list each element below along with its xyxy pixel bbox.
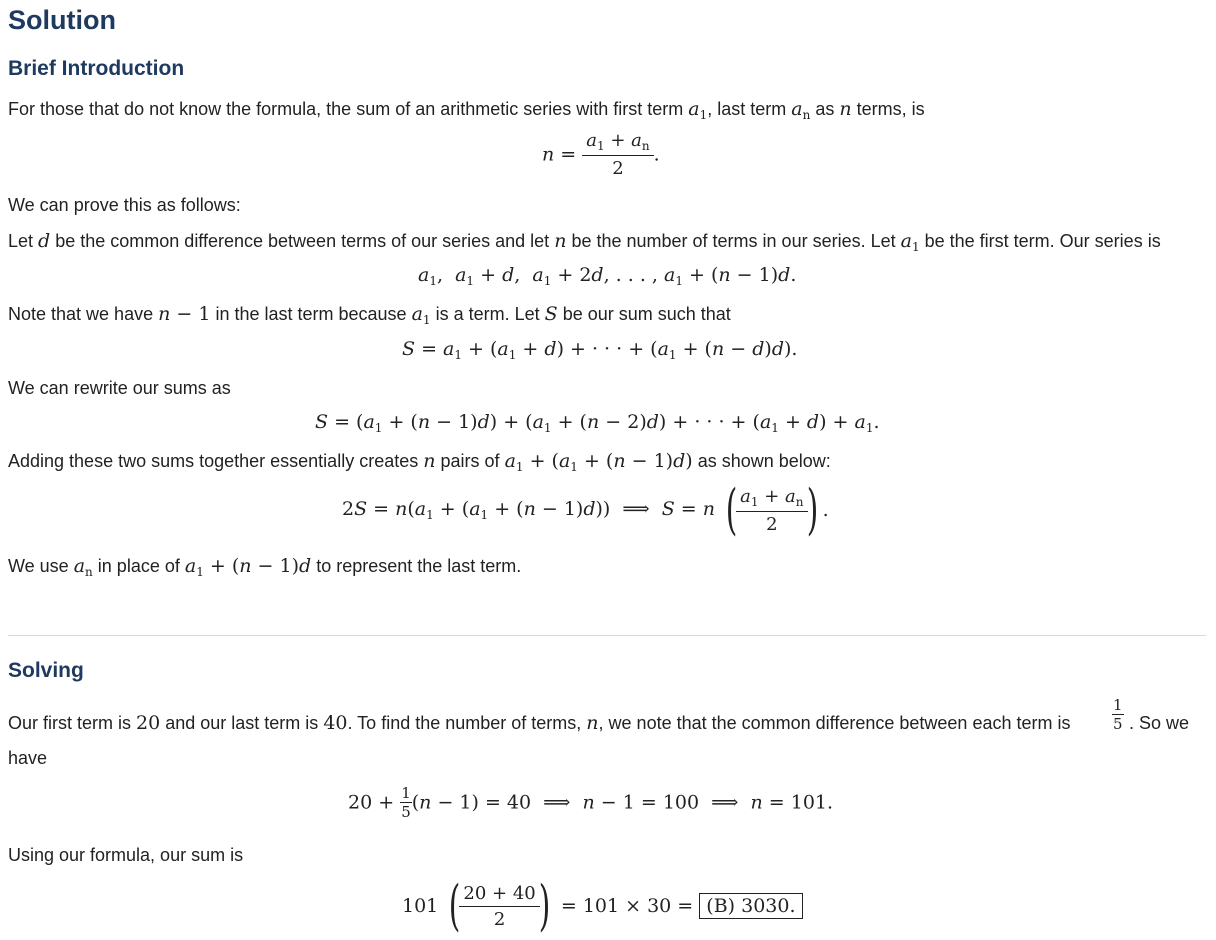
formula-display-2s: $2S = n(a_1 + (a_1 + (n - 1)d))$ ⟹ S = n ( $\frac{a_1 + a_n}{2}$ ) . bbox=[342, 478, 829, 541]
solving-paragraph-so-we: . So we bbox=[1129, 713, 1190, 733]
intro-paragraph-let-d: Let d be the common difference between terms of our series and let n be the number of terms in our series. Let $a_1$ be the first term. Our series is bbox=[8, 230, 1161, 254]
intro-paragraph-prove: We can prove this as follows: bbox=[8, 195, 241, 215]
formula-display-final: 101 ( $\frac{20 + 40}{2}$ ) = 101 × 30 = (B) 3030. bbox=[402, 879, 803, 933]
solving-paragraph-have: have bbox=[8, 748, 48, 768]
intro-paragraph-formula: For those that do not know the formula, the sum of an arithmetic series with first term $a_1$, last term $a_n$ as n terms, is bbox=[8, 98, 925, 122]
answer-box: (B) 3030. bbox=[699, 893, 802, 919]
intro-paragraph-adding: Adding these two sums together essentially creates n pairs of $a_1 + (a_1 + (n - 1)d)$ as shown below: bbox=[8, 450, 831, 474]
solving-paragraph-terms: Our first term is 20 and our last term is 40. To find the number of terms, n, we note that the common difference between each term is bbox=[8, 712, 1071, 734]
section-heading-solving: Solving bbox=[8, 659, 84, 682]
solving-paragraph-formula: Using our formula, our sum is bbox=[8, 845, 244, 865]
formula-display-sum-forward: $S = a_1 + (a_1 + d)$ + · · · + $(a_1 + (n - d)d)$. bbox=[402, 338, 798, 362]
formula-display-1: n = $\frac{a_1 + a_n}{2}$ . bbox=[542, 130, 660, 179]
formula-display-series: $a_1$, $a_1 + d$, $a_1 + 2d$, . . . , $a_1 + (n - 1)d$. bbox=[418, 264, 797, 288]
section-heading-intro: Brief Introduction bbox=[8, 57, 185, 80]
formula-display-n: 20 + $\frac{1}{5}$ (n − 1) = 40 ⟹ n − 1 = 100 ⟹ n = 101. bbox=[348, 784, 834, 821]
page-title: Solution bbox=[8, 5, 116, 35]
section-divider bbox=[8, 635, 1206, 636]
intro-paragraph-we-use: We use $a_n$ in place of $a_1 + (n - 1)d$ to represent the last term. bbox=[8, 555, 522, 579]
intro-paragraph-note: Note that we have n − 1 in the last term because $a_1$ is a term. Let S be our sum such that bbox=[8, 303, 731, 327]
fraction-one-fifth: $\frac{1}{5}$ bbox=[1113, 696, 1123, 733]
intro-paragraph-rewrite: We can rewrite our sums as bbox=[8, 378, 231, 398]
formula-display-sum-reverse: $S = (a_1 + (n - 1)d) + (a_1 + (n - 2)d)$ + · · · + $(a_1 + d) + a_1$. bbox=[315, 411, 880, 435]
